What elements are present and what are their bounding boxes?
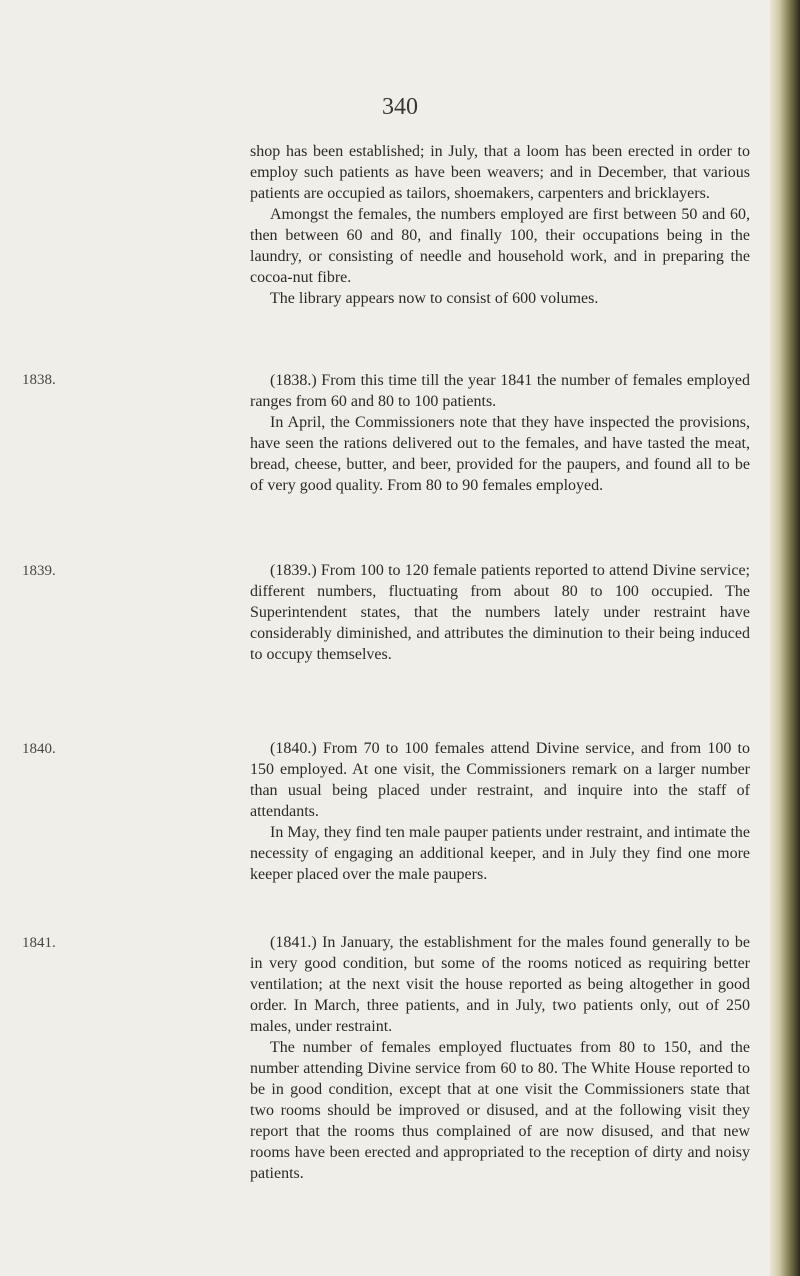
- paragraph: The number of females employed fluctuates from 80 to 150, and the number attending Divine service from 60 to 80. The White House reported to be in good condition, except that at one visit the Commissioners state that two rooms should be improved or disused, and at the following visit they report that the rooms thus complained of are now disused, and that new rooms have been erected and appropriated to the reception of dirty and noisy patients.: [250, 1039, 750, 1182]
- paragraph: (1838.) From this time till the year 1841 the number of females employed ranges from 60 and 80 to 100 patients.: [250, 372, 750, 410]
- opening-block: [250, 141, 750, 309]
- book-spine-edge: [770, 0, 800, 1276]
- margin-year-1840: 1840.: [22, 741, 56, 757]
- section-1841: [250, 932, 750, 1184]
- section-1838: [250, 370, 750, 496]
- margin-year-1838: 1838.: [22, 372, 56, 388]
- paragraph: Amongst the females, the numbers employed are first between 50 and 60, then between 60 and 80, and finally 100, their occupations being in the laundry, or consisting of needle and household work, and in preparing the cocoa-nut fibre.: [250, 206, 750, 286]
- page-number: 340: [382, 94, 418, 120]
- paragraph: (1839.) From 100 to 120 female patients reported to attend Divine service; different numbers, fluctuating from about 80 to 100 occupied. The Superintendent states, that the numbers lately under restraint have considerably diminished, and attributes the diminution to their being induced to occupy themselves.: [250, 562, 750, 663]
- paragraph: (1841.) In January, the establishment for the males found generally to be in very good condition, but some of the rooms noticed as requiring better ventilation; at the next visit the house reported as being altogether in good order. In March, three patients, and in July, two patients only, out of 250 males, under restraint.: [250, 934, 750, 1035]
- paragraph: The library appears now to consist of 600 volumes.: [270, 290, 599, 307]
- paragraph: shop has been established; in July, that a loom has been erected in order to employ such patients as have been weavers; and in December, that various patients are occupied as tailors, shoemakers, carpenters and bricklayers.: [250, 143, 750, 202]
- section-1840: [250, 738, 750, 885]
- margin-year-1839: 1839.: [22, 563, 56, 579]
- paragraph: (1840.) From 70 to 100 females attend Divine service, and from 100 to 150 employed. At one visit, the Commissioners remark on a larger number than usual being placed under restraint, and inquire into the staff of attendants.: [250, 740, 750, 820]
- margin-year-1841: 1841.: [22, 935, 56, 951]
- paragraph: In May, they find ten male pauper patients under restraint, and intimate the necessity of engaging an additional keeper, and in July they find one more keeper placed over the male paupers.: [250, 824, 750, 883]
- section-1839: [250, 560, 750, 665]
- paragraph: In April, the Commissioners note that they have inspected the provisions, have seen the rations delivered out to the females, and have tasted the meat, bread, cheese, butter, and beer, provided for the paupers, and found all to be of very good quality. From 80 to 90 females employed.: [250, 414, 750, 494]
